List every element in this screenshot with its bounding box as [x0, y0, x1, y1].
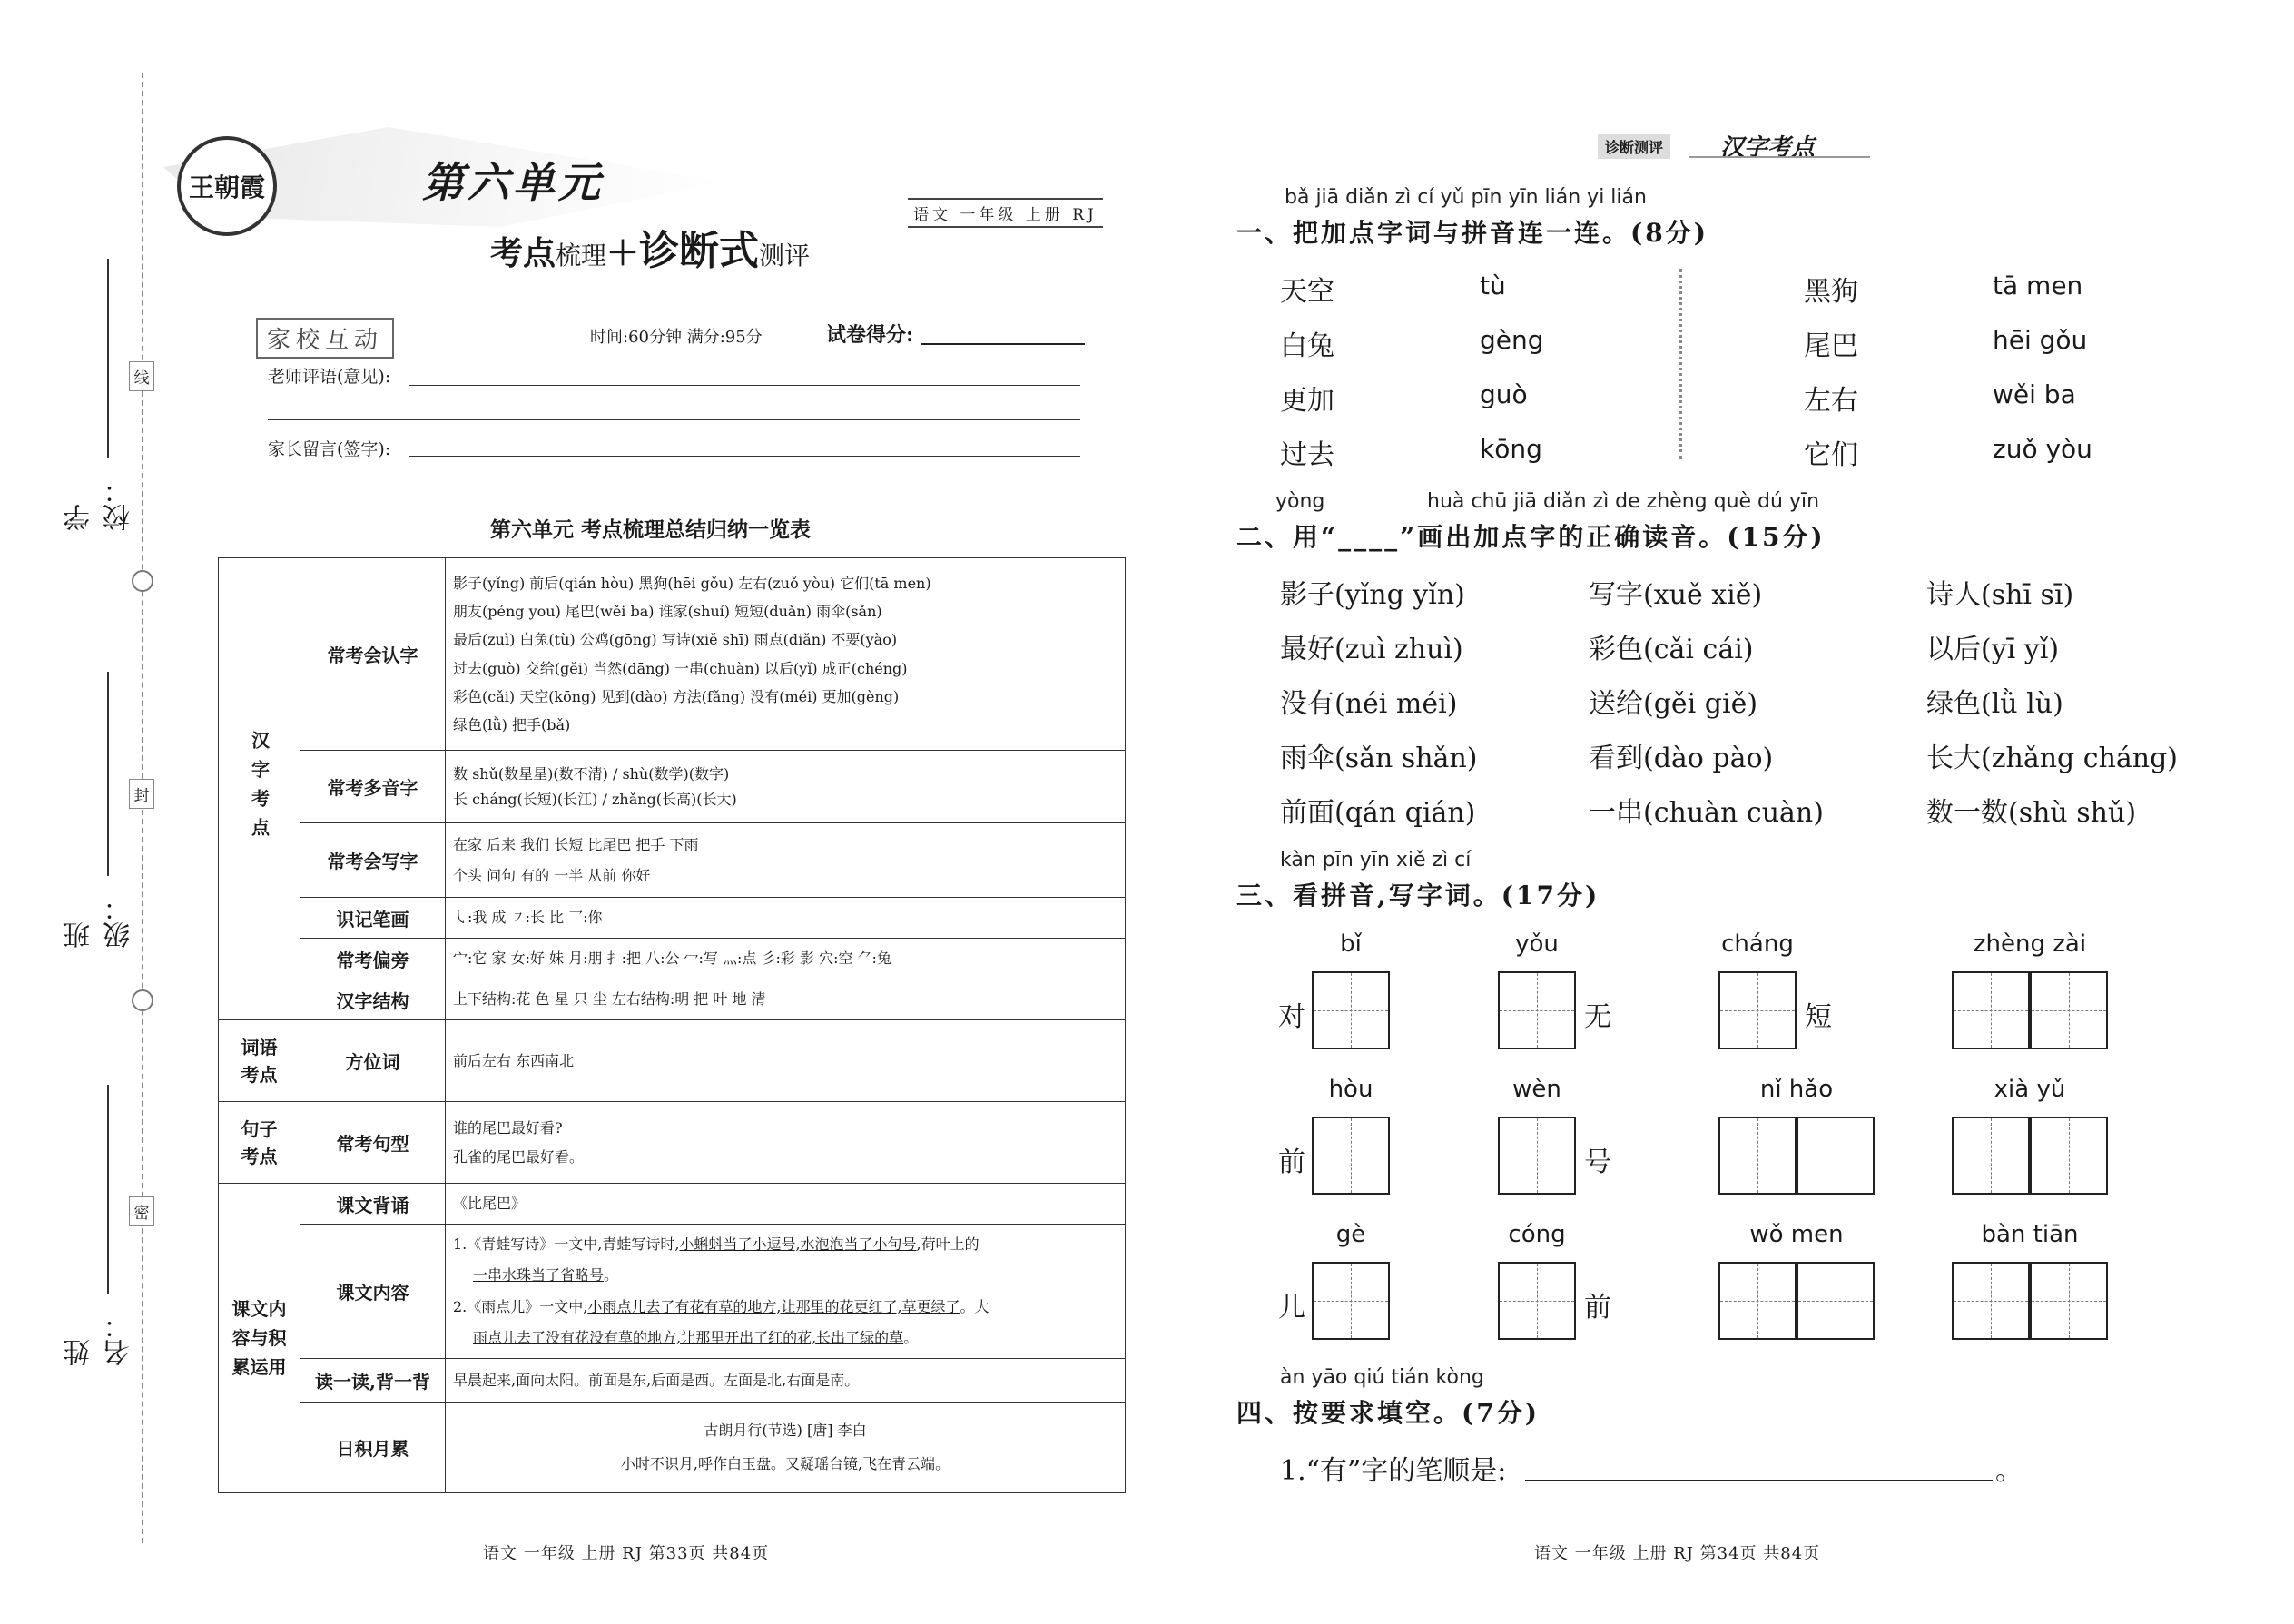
q1-right-word-1: 黑狗	[1804, 276, 1858, 308]
xiezi-content	[446, 823, 1126, 898]
q3-py-4: zhèng zài	[1973, 930, 2087, 958]
q3-py-9: gè	[1335, 1221, 1366, 1248]
list-item	[453, 1292, 1117, 1323]
q3-box-6[interactable]	[1498, 1117, 1576, 1195]
footer-left: 语文 一年级 上册 RJ 第33页 共84页	[483, 1544, 770, 1563]
fangwei-content: 前后左右 东西南北	[446, 1020, 1126, 1102]
summary-title: 第六单元 考点梳理总结归纳一览表	[490, 517, 812, 542]
brand-logo-text: 王朝霞	[188, 172, 265, 202]
table-row	[219, 898, 1126, 939]
q3-box-2[interactable]	[1498, 971, 1576, 1049]
q4-answer-field[interactable]	[1525, 1480, 1993, 1481]
neirong-1c: ,荷叶上的	[916, 1235, 980, 1253]
q1-left-pinyin-2[interactable]: gèng	[1480, 325, 1544, 355]
table-row	[219, 1403, 1126, 1493]
q1-left-word-3: 更加	[1280, 385, 1334, 417]
q3-char-post-10: 前	[1584, 1292, 1611, 1324]
q1-divider	[1679, 269, 1682, 459]
q1-title: 一、把加点字词与拼音连一连。(8分)	[1236, 218, 1708, 248]
q3-box-5[interactable]	[1312, 1117, 1390, 1195]
row-label-jiegou: 汉字结构	[300, 979, 446, 1020]
section-tag-title: 汉字考点	[1720, 134, 1816, 162]
list-item: 朋友(péng you) 尾巴(wěi ba) 谁家(shuí) 短短(duǎn) 雨伞(sǎn)	[453, 603, 882, 621]
renzi-content	[446, 558, 1126, 751]
page-subtitle	[490, 218, 810, 276]
brand-logo	[177, 136, 277, 236]
list-item: 谁的尾巴最好看?	[453, 1118, 563, 1137]
beisong-content: 《比尾巴》	[446, 1184, 1126, 1225]
list-item: 长 cháng(长短)(长江) / zhǎng(长高)(长大)	[453, 790, 737, 808]
category-juzi	[219, 1102, 300, 1184]
q1-right-word-3: 左右	[1804, 385, 1858, 417]
table-row	[219, 979, 1126, 1020]
q4-item-1-end: 。	[1995, 1455, 2023, 1487]
q4-title: 四、按要求填空。(7分)	[1236, 1398, 1540, 1428]
q3-py-6: wèn	[1512, 1076, 1561, 1103]
seal-char-2: 封	[129, 779, 154, 809]
q2-item-8[interactable]: 送给(gěi giě)	[1589, 688, 1758, 720]
q3-box-4b[interactable]	[2030, 971, 2108, 1049]
binding-hole-top	[132, 570, 153, 592]
q4-item-1: 1.“有”字的笔顺是:	[1280, 1455, 1507, 1487]
q2-item-6[interactable]: 写字(xuě xiě)	[1589, 579, 1763, 611]
q1-pinyin: bǎ jiā diǎn zì cí yǔ pīn yīn lián yi lián	[1285, 186, 1647, 209]
row-label-duoyin: 常考多音字	[300, 751, 446, 823]
binding-hole-bottom	[132, 989, 153, 1011]
row-label-beisong: 课文背诵	[300, 1184, 446, 1225]
q3-py-12: bàn tiān	[1981, 1221, 2079, 1248]
piantang-content: 宀:它 家 女:好 妹 月:朋 扌:把 八:公 冖:写 灬:点 彡:彩 影 穴:空 ⺈:兔	[446, 939, 1126, 979]
q3-char-pre-1: 对	[1278, 1001, 1305, 1033]
q3-box-11a[interactable]	[1718, 1262, 1797, 1340]
list-item: 个头 问句 有的 一半 从前 你好	[453, 866, 651, 884]
row-label-dudu: 读一读,背一背	[300, 1359, 446, 1403]
q2-item-3[interactable]: 没有(néi méi)	[1280, 688, 1458, 720]
q3-title: 三、看拼音,写字词。(17分)	[1236, 881, 1600, 910]
q2-item-15[interactable]: 数一数(shù shǔ)	[1926, 797, 2137, 829]
table-row	[219, 939, 1126, 979]
category-kewen	[219, 1184, 300, 1493]
category-juzi-text: 句子考点	[241, 1117, 278, 1167]
exam-meta: 时间:60分钟 满分:95分	[590, 328, 763, 347]
neirong-2e: 。	[903, 1328, 919, 1346]
q3-py-5: hòu	[1328, 1076, 1373, 1103]
juxing-content	[446, 1102, 1126, 1184]
table-row	[219, 1184, 1126, 1225]
q2-item-9[interactable]: 看到(dào pào)	[1589, 743, 1774, 774]
table-row	[219, 558, 1126, 751]
q3-pinyin: kàn pīn yīn xiě zì cí	[1280, 849, 1472, 871]
category-hanzi: 汉字考点	[219, 558, 300, 1020]
poem-title: 古朗月行(节选) [唐] 李白	[704, 1421, 867, 1439]
q1-right-word-4: 它们	[1804, 439, 1858, 471]
home-school-badge: 家校互动	[256, 318, 394, 359]
parent-comment-label: 家长留言(签字):	[268, 439, 391, 459]
score-field[interactable]	[921, 343, 1085, 345]
q1-left-word-1: 天空	[1280, 276, 1334, 308]
subtitle-part-b: 梳理	[556, 241, 607, 271]
list-item: 影子(yǐng) 前后(qián hòu) 黑狗(hēi gǒu) 左右(zuǒ yòu) 它们(tā men)	[453, 574, 931, 592]
q3-py-7: nǐ hǎo	[1759, 1076, 1834, 1103]
subtitle-part-d: 测评	[759, 241, 811, 271]
neirong-1b: 小蝌蚪当了小逗号,水泡泡当了小句号	[679, 1235, 917, 1253]
list-item	[453, 1323, 1117, 1353]
row-label-xiezi: 常考会写字	[300, 823, 446, 898]
q2-title: 二、用“____”画出加点字的正确读音。(15分)	[1236, 522, 1826, 552]
footer-right: 语文 一年级 上册 RJ 第34页 共84页	[1534, 1544, 1821, 1563]
class-label: 班级：	[64, 894, 135, 949]
q3-box-8b[interactable]	[2030, 1117, 2108, 1195]
q3-box-10[interactable]	[1498, 1262, 1576, 1340]
q3-box-8a[interactable]	[1952, 1117, 2030, 1195]
q3-box-4a[interactable]	[1952, 971, 2030, 1049]
summary-table	[218, 557, 1126, 1493]
category-kewen-text: 课文内容与积累运用	[231, 1298, 287, 1378]
jiegou-content: 上下结构:花 色 星 只 尘 左右结构:明 把 叶 地 清	[446, 979, 1126, 1020]
category-ciyu	[219, 1020, 300, 1102]
neirong-2c: 。大	[960, 1297, 989, 1315]
teacher-comment-line-1[interactable]	[409, 385, 1080, 386]
q2-item-11[interactable]: 诗人(shī sī)	[1926, 579, 2074, 611]
row-label-piantang: 常考偏旁	[300, 939, 446, 979]
q3-box-7a[interactable]	[1718, 1117, 1797, 1195]
q1-left-pinyin-3[interactable]: guò	[1480, 379, 1528, 409]
q1-right-word-2: 尾巴	[1804, 330, 1858, 362]
q3-box-11b[interactable]	[1797, 1262, 1875, 1340]
q2-item-7[interactable]: 彩色(cǎi cái)	[1589, 634, 1754, 665]
q1-right-pinyin-2[interactable]: hēi gǒu	[1993, 325, 2088, 355]
list-item: 在家 后来 我们 长短 比尾巴 把手 下雨	[453, 835, 699, 853]
table-row	[219, 1225, 1126, 1359]
q3-py-3: cháng	[1721, 930, 1794, 958]
neirong-1d: 一串水珠当了省略号	[473, 1266, 605, 1284]
neirong-1a: 1.《青蛙写诗》一文中,青蛙写诗时,	[453, 1235, 680, 1253]
row-label-juxing: 常考句型	[300, 1102, 446, 1184]
subtitle-plus: ＋	[606, 234, 640, 272]
subtitle-part-c: 诊断式	[639, 228, 760, 274]
subtitle-part-a: 考点	[490, 234, 556, 272]
q3-py-1: bǐ	[1340, 930, 1362, 958]
table-row	[219, 751, 1126, 823]
teacher-comment-label: 老师评语(意见):	[268, 367, 391, 387]
q3-char-post-2: 无	[1584, 1001, 1611, 1033]
table-row	[219, 1102, 1126, 1184]
parent-comment-line[interactable]	[409, 456, 1080, 457]
q2-item-14[interactable]: 长大(zhǎng cháng)	[1926, 743, 2179, 774]
row-label-neirong: 课文内容	[300, 1225, 446, 1359]
q1-right-pinyin-4[interactable]: zuǒ yòu	[1993, 434, 2092, 464]
q3-box-7b[interactable]	[1797, 1117, 1875, 1195]
q3-py-8: xià yǔ	[1994, 1076, 2066, 1103]
section-tag: 诊断测评	[1598, 134, 1670, 159]
q3-char-pre-5: 前	[1278, 1147, 1305, 1178]
row-label-bihua: 识记笔画	[300, 898, 446, 939]
q1-right-pinyin-3[interactable]: wěi ba	[1993, 379, 2076, 409]
q2-item-12[interactable]: 以后(yī yǐ)	[1926, 634, 2060, 665]
q3-box-1[interactable]	[1312, 971, 1390, 1049]
q2-pinyin-b: huà chū jiā diǎn zì de zhèng què dú yīn	[1427, 490, 1820, 513]
q1-left-pinyin-1[interactable]: tù	[1480, 271, 1506, 300]
class-field[interactable]	[107, 672, 109, 876]
row-label-fangwei: 方位词	[300, 1020, 446, 1102]
row-label-renzi: 常考会认字	[300, 558, 446, 751]
q2-item-13[interactable]: 绿色(lǜ lù)	[1926, 688, 2063, 720]
subject-tag: 语文 一年级 上册 RJ	[908, 198, 1103, 228]
list-item	[453, 1229, 1117, 1260]
bihua-content: ㇂:我 成 ㇇:长 比 乛:你	[446, 898, 1126, 939]
poem-body: 小时不识月,呼作白玉盘。又疑瑶台镜,飞在青云端。	[620, 1454, 950, 1472]
score-label: 试卷得分:	[826, 323, 914, 347]
q3-box-12a[interactable]	[1952, 1262, 2030, 1340]
q1-left-word-2: 白兔	[1280, 330, 1334, 362]
q3-py-10: cóng	[1508, 1221, 1566, 1248]
name-field[interactable]	[107, 1085, 109, 1294]
unit-title: 第六单元	[422, 158, 604, 207]
teacher-comment-line-2[interactable]	[268, 419, 1080, 420]
table-row	[219, 823, 1126, 898]
list-item: 数 shǔ(数星星)(数不清) / shù(数学)(数字)	[453, 765, 730, 783]
q2-pinyin-a: yòng	[1275, 490, 1325, 513]
neirong-content	[446, 1225, 1126, 1359]
q1-right-pinyin-1[interactable]: tā men	[1993, 271, 2083, 300]
list-item: 绿色(lǜ) 把手(bǎ)	[453, 715, 571, 733]
neirong-2b: 小雨点儿去了有花有草的地方,让那里的花更红了,草更绿了	[587, 1297, 960, 1315]
school-field[interactable]	[107, 259, 109, 458]
duoyin-content	[446, 751, 1126, 823]
category-ciyu-text: 词语考点	[241, 1036, 278, 1086]
q1-left-pinyin-4[interactable]: kōng	[1480, 434, 1542, 464]
school-label: 学校：	[64, 477, 135, 531]
seal-char-3: 密	[129, 1196, 154, 1226]
q4-pinyin: àn yāo qiú tián kòng	[1280, 1366, 1484, 1389]
neirong-2a: 2.《雨点儿》一文中,	[453, 1297, 588, 1315]
seal-char-1: 线	[129, 361, 154, 391]
q3-box-12b[interactable]	[2030, 1262, 2108, 1340]
q3-box-3[interactable]	[1718, 971, 1797, 1049]
table-row	[219, 1020, 1126, 1102]
rijiyuelei-content	[446, 1403, 1126, 1493]
q1-left-word-4: 过去	[1280, 439, 1334, 471]
name-label: 姓名：	[64, 1312, 135, 1366]
list-item: 彩色(cǎi) 天空(kōng) 见到(dào) 方法(fǎng) 没有(méi) 更加(gèng)	[453, 687, 900, 705]
list-item	[453, 1260, 1117, 1291]
arrow-icon	[1689, 156, 1870, 158]
q2-item-10[interactable]: 一串(chuàn cuàn)	[1589, 797, 1824, 829]
q3-py-11: wǒ men	[1749, 1221, 1844, 1248]
neirong-1e: 。	[604, 1266, 619, 1284]
q3-char-pre-9: 儿	[1278, 1292, 1305, 1324]
row-label-rijiyuelei: 日积月累	[300, 1403, 446, 1493]
list-item: 最后(zuì) 白兔(tù) 公鸡(gōng) 写诗(xiě shī) 雨点(diǎn) 不要(yào)	[453, 631, 898, 649]
table-row	[219, 1359, 1126, 1403]
q2-item-1[interactable]: 影子(yǐng yǐn)	[1280, 579, 1465, 611]
q3-box-9[interactable]	[1312, 1262, 1390, 1340]
dudu-content: 早晨起来,面向太阳。前面是东,后面是西。左面是北,右面是南。	[446, 1359, 1126, 1403]
neirong-2d: 雨点儿去了没有花没有草的地方,让那里开出了红的花,长出了绿的草	[473, 1328, 904, 1346]
q2-item-2[interactable]: 最好(zuì zhuì)	[1280, 634, 1463, 665]
q2-item-5[interactable]: 前面(qán qián)	[1280, 797, 1476, 829]
q3-char-post-6: 号	[1584, 1147, 1611, 1178]
list-item: 过去(guò) 交给(gěi) 当然(dāng) 一串(chuàn) 以后(yǐ) 成正(chéng)	[453, 659, 908, 677]
q2-item-4[interactable]: 雨伞(sǎn shǎn)	[1280, 743, 1478, 774]
q3-py-2: yǒu	[1515, 930, 1559, 958]
q3-char-post-3: 短	[1805, 1001, 1832, 1033]
list-item: 孔雀的尾巴最好看。	[453, 1147, 585, 1166]
